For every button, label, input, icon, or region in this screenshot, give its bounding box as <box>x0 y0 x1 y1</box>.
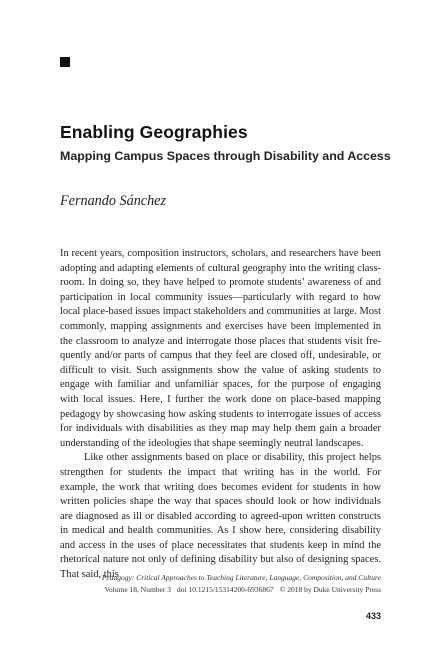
article-body <box>60 247 381 583</box>
doi: doi 10.1215/15314200-6936867 <box>177 585 274 594</box>
copyright: © 2018 by Duke University Press <box>279 585 381 594</box>
volume-info: Volume 18, Number 3 <box>104 585 171 594</box>
publication-meta <box>0 585 381 594</box>
body-paragraph: In recent years, composition instructors, scholars, and researchers have been adopting and adapting elements of cultural geography into the writing classroom. In doing so, they have helped to promote students’ awareness of and participation in local community issues—particularly with regard to how local place-based issues impact stakeholders and communities at large. Most commonly, mapping assignments and exercises have been implemented in the classroom to analyze and interrogate those places that students visit frequently and/or parts of campus that they feel are closed off, undesirable, or difficult to visit. Such assignments show the value of asking students to engage with familiar and unfamiliar spaces, for the purpose of engaging with local issues. Here, I further the work done on place-based mapping pedagogy by showcasing how asking students to interrogate issues of access for individuals with disabilities as they map may help them gain a broader understanding of the ideologies that shape seemingly neutral landscapes. <box>60 248 381 449</box>
page-number: 433 <box>365 611 381 621</box>
article-author: Fernando Sánchez <box>60 193 166 209</box>
section-marker <box>60 57 70 67</box>
article-title: Enabling Geographies <box>60 122 248 142</box>
article-subtitle: Mapping Campus Spaces through Disability and Access <box>60 149 391 163</box>
body-paragraph: Like other assignments based on place or disability, this project helps strengthen for students the impact that writing has in the world. For example, the work that writing does becomes evident for students in how written policies shape the way that spaces should look or how individuals are diagnosed as ill or disabled according to agreed-upon written constructs in medical and health communities. As I show here, considering disability and access in the uses of place necessitates that students keep in mind the rhetorical nature not only of defining disability but also of designing spaces. That said, this <box>60 452 381 581</box>
journal-name: Pedagogy: Critical Approaches to Teaching Literature, Language, Composition, and Culture <box>101 573 381 582</box>
